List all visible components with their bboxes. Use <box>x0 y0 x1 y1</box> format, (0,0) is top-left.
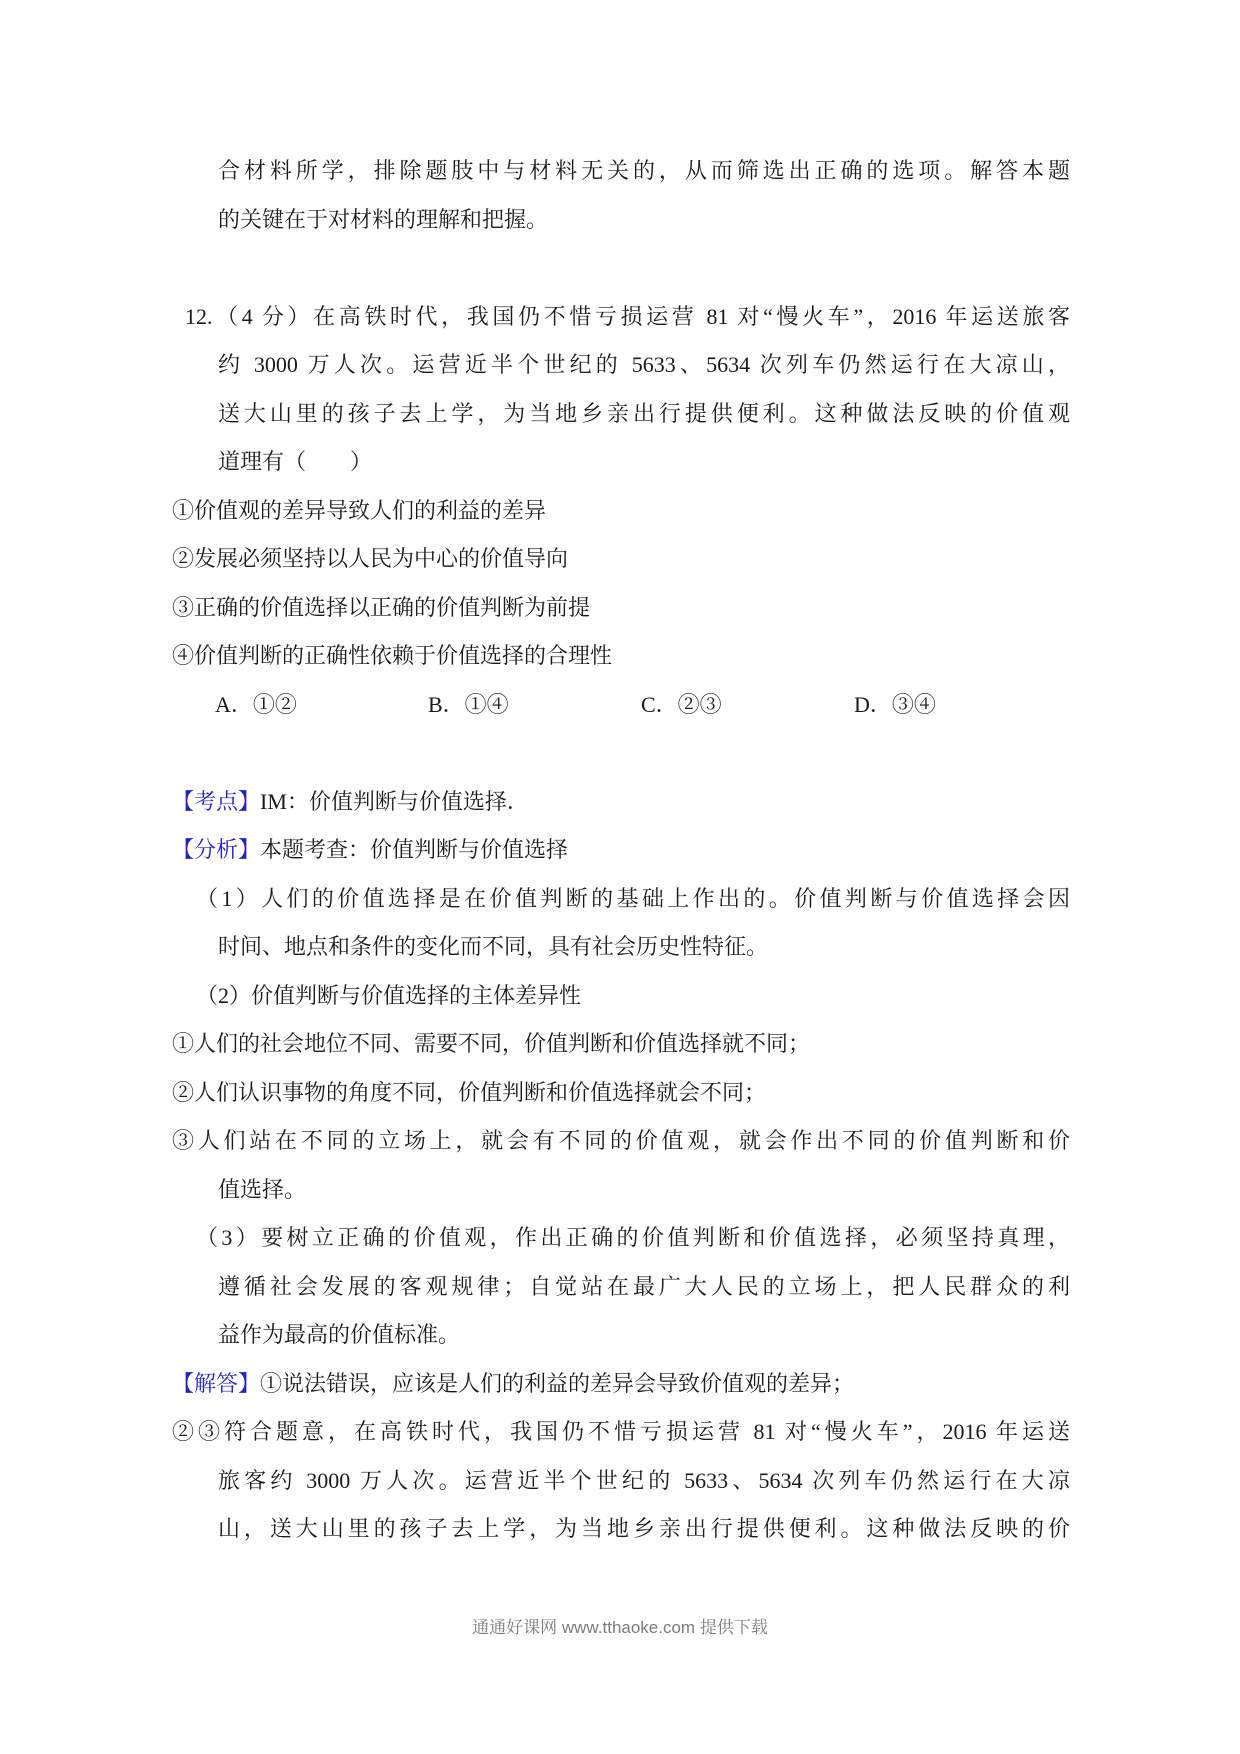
kaodian-label: 【考点】 <box>172 788 261 814</box>
text-body <box>172 147 1070 1554</box>
option-c: C．②③ <box>641 691 722 717</box>
option-d: D．③④ <box>854 691 936 717</box>
jieda-cont-3: 山，送大山里的孩子去上学，为当地乡亲出行提供便利。这种做法反映的价 <box>218 1516 1070 1541</box>
analysis-point-1-line-1: （1）人们的价值选择是在价值判断的基础上作出的。价值判断与价值选择会因 <box>196 885 1070 911</box>
blank-line <box>172 729 1070 778</box>
blank-line <box>172 244 1070 293</box>
question-12-cont-2: 送大山里的孩子去上学，为当地乡亲出行提供便利。这种做法反映的价值观 <box>218 400 1070 426</box>
kaodian-line <box>172 778 1070 827</box>
analysis-point-1-line-2: 时间、地点和条件的变化而不同，具有社会历史性特征。 <box>218 934 769 959</box>
analysis-point-2-item-2: ②人们认识事物的角度不同，价值判断和价值选择就会不同； <box>172 1079 767 1105</box>
statement-4: ④价值判断的正确性依赖于价值选择的合理性 <box>172 643 613 668</box>
option-a: A．①② <box>215 691 297 717</box>
fenxi-text: 本题考查：价值判断与价值选择 <box>260 837 569 862</box>
analysis-point-3-line-2: 遵循社会发展的客观规律；自觉站在最广大人民的立场上，把人民群众的利 <box>218 1273 1070 1299</box>
analysis-point-2-item-3-line-2: 值选择。 <box>218 1176 307 1202</box>
statement-2: ②发展必须坚持以人民为中心的价值导向 <box>172 546 569 571</box>
statement-1: ①价值观的差异导致人们的利益的差异 <box>172 497 547 523</box>
kaodian-text: IM：价值判断与价值选择． <box>260 788 529 814</box>
fenxi-line <box>172 826 1070 875</box>
options-row <box>215 681 1070 730</box>
question-12-cont-3: 道理有（ ） <box>218 449 373 474</box>
jieda-cont-2: 旅客约 3000 万人次。运营近半个世纪的 5633、5634 次列车仍然运行在大凉 <box>218 1467 1070 1493</box>
prev-answer-tail-line-1: 合材料所学，排除题肢中与材料无关的，从而筛选出正确的选项。解答本题 <box>218 158 1070 183</box>
jieda-cont-1: ②③符合题意，在高铁时代，我国仍不惜亏损运营 81 对“慢火车”，2016 年运送 <box>172 1419 1070 1444</box>
jieda-line <box>172 1360 1070 1409</box>
prev-answer-tail-line-2: 的关键在于对材料的理解和把握。 <box>218 206 549 232</box>
statement-3: ③正确的价值选择以正确的价值判断为前提 <box>172 594 591 620</box>
option-b: B．①④ <box>428 691 509 717</box>
analysis-point-2: （2）价值判断与价值选择的主体差异性 <box>196 982 582 1008</box>
site-footer: 通通好课网 www.tthaoke.com 提供下载 <box>472 1618 768 1637</box>
question-12-cont-1: 约 3000 万人次。运营近半个世纪的 5633、5634 次列车仍然运行在大凉山， <box>218 352 1070 377</box>
question-12-lead: 12.（4 分）在高铁时代，我国仍不惜亏损运营 81 对“慢火车”，2016 年运送旅客 <box>185 303 1070 329</box>
jieda-label: 【解答】 <box>172 1370 261 1396</box>
analysis-point-3-line-1: （3）要树立正确的价值观，作出正确的价值判断和价值选择，必须坚持真理， <box>196 1225 1070 1250</box>
analysis-point-2-item-1: ①人们的社会地位不同、需要不同，价值判断和价值选择就不同； <box>172 1031 811 1056</box>
fenxi-label: 【分析】 <box>172 837 261 862</box>
jieda-text: ①说法错误，应该是人们的利益的差异会导致价值观的差异； <box>260 1370 855 1396</box>
analysis-point-3-line-3: 益作为最高的价值标准。 <box>218 1322 461 1347</box>
analysis-point-2-item-3-line-1: ③人们站在不同的立场上，就会有不同的价值观，就会作出不同的价值判断和价 <box>172 1128 1070 1153</box>
